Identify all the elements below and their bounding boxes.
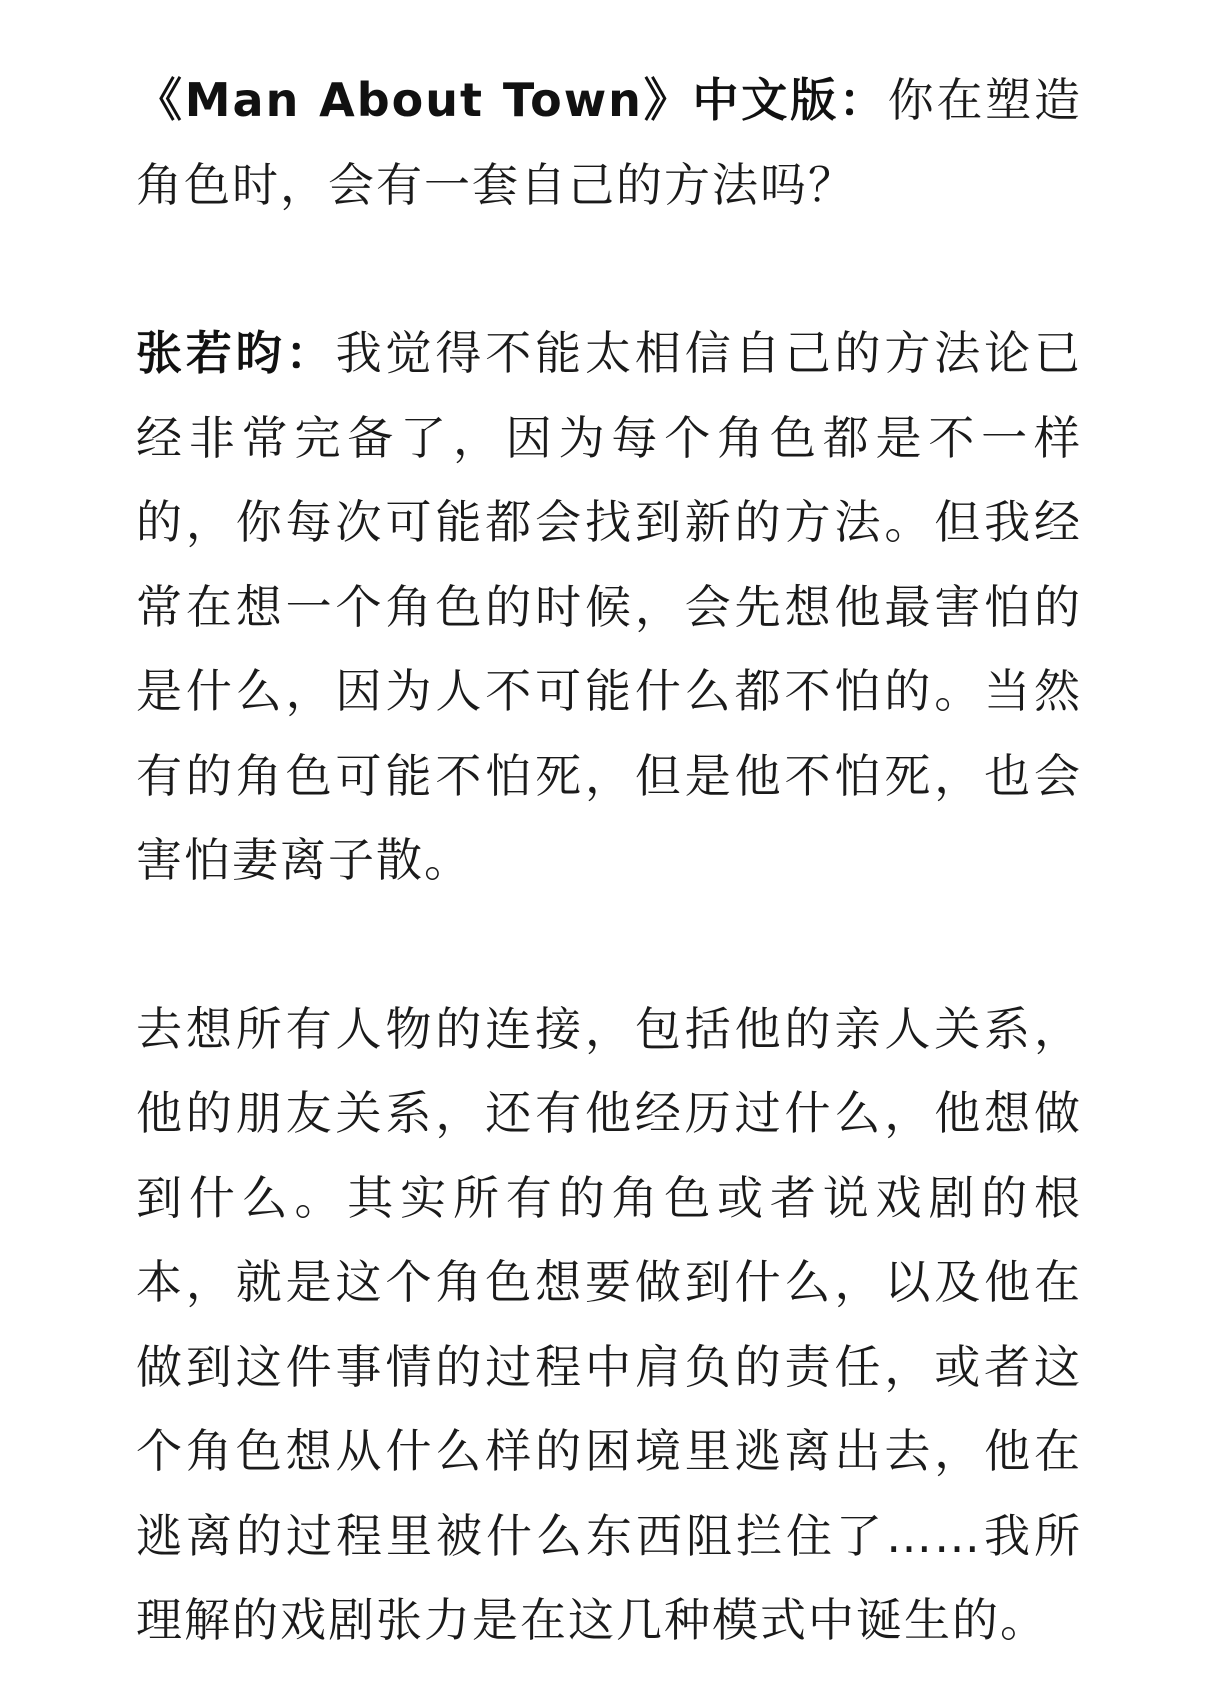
- article-body: [136, 58, 1082, 1663]
- answer-text: 我觉得不能太相信自己的方法论已经非常完备了，因为每个角色都是不一样的，你每次可能都会找到新的方法。但我经常在想一个角色的时候，会先想他最害怕的是什么，因为人不可能什么都不怕的。当然有的角色可能不怕死，但是他不怕死，也会害怕妻离子散。: [136, 326, 1083, 887]
- answer-continuation-paragraph: [136, 987, 1082, 1663]
- interviewee-label: 张若昀：: [136, 326, 336, 380]
- question-paragraph: [136, 58, 1082, 227]
- answer-paragraph: [136, 311, 1082, 903]
- interviewer-label: 《Man About Town》中文版：: [136, 73, 888, 127]
- continuation-text: 去想所有人物的连接，包括他的亲人关系，他的朋友关系，还有他经历过什么，他想做到什么。其实所有的角色或者说戏剧的根本，就是这个角色想要做到什么，以及他在做到这件事情的过程中肩负的责任，或者这个角色想从什么样的困境里逃离出去，他在逃离的过程里被什么东西阻拦住了……我所理解的戏剧张力是在这几种模式中诞生的。: [136, 1001, 1082, 1647]
- question-text: 你在塑造角色时，会有一套自己的方法吗？: [136, 73, 1083, 212]
